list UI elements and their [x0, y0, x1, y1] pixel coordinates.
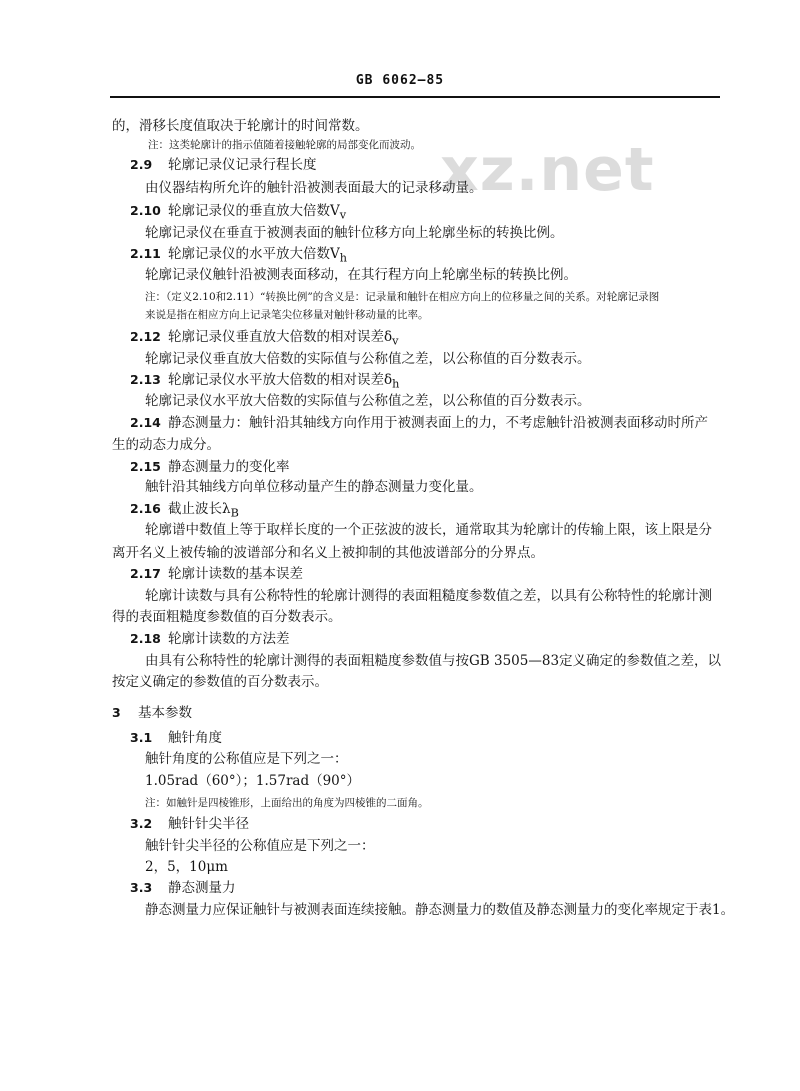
section-title: 静态测量力的变化率 [168, 459, 290, 475]
subscript: h [392, 377, 400, 391]
section-title: 轮廓记录仪垂直放大倍数的相对误差δ [168, 329, 393, 345]
section-number: 3 [112, 705, 121, 720]
section-title: 轮廓计读数的基本误差 [168, 566, 303, 582]
header-rule [110, 96, 720, 98]
section-number: 2.15 [130, 459, 161, 474]
section-number: 2.17 [130, 566, 161, 581]
section-3-2-values: 2，5，10μm [145, 859, 228, 875]
section-2-18-body: 由具有公称特性的轮廓计测得的表面粗糙度参数值与按GB 3505—83定义确定的参数值之差，以 [145, 653, 722, 669]
note: 注：如触针是四棱锥形，上面给出的角度为四棱锥的二面角。 [145, 797, 429, 809]
section-number: 2.12 [130, 329, 161, 344]
section-2-11-body: 轮廓记录仪触针沿被测表面移动，在其行程方向上轮廓坐标的转换比例。 [145, 267, 577, 283]
paragraph-line: 的，滑移长度值取决于轮廓计的时间常数。 [112, 118, 369, 134]
section-3-2-body: 触针针尖半径的公称值应是下列之一： [145, 838, 375, 854]
section-title: 轮廓记录仪的水平放大倍数V [168, 246, 340, 262]
section-number: 2.9 [130, 157, 153, 172]
section-number: 3.2 [130, 816, 153, 831]
subscript: v [392, 334, 399, 348]
note: 注：（定义2.10和2.11）“转换比例”的含义是：记录量和触针在相应方向上的位移量之间的关系。对轮廓记录图 [145, 291, 660, 303]
section-2-17-heading [130, 565, 303, 583]
subscript: B [230, 506, 239, 520]
section-2-12-heading [130, 328, 399, 351]
section-3-1-body: 触针角度的公称值应是下列之一： [145, 751, 348, 767]
section-number: 2.14 [130, 415, 161, 430]
section-title: 轮廓记录仪的垂直放大倍数V [168, 203, 340, 219]
section-title: 触针角度 [168, 730, 222, 746]
section-text: 静态测量力：触针沿其轴线方向作用于被测表面上的力，不考虑触针沿被测表面移动时所产 [168, 415, 708, 431]
section-2-17-body: 轮廓计读数与具有公称特性的轮廓计测得的表面粗糙度参数值之差，以具有公称特性的轮廓计测 [145, 588, 712, 604]
section-number: 2.13 [130, 372, 161, 387]
section-2-13-body: 轮廓记录仪水平放大倍数的实际值与公称值之差，以公称值的百分数表示。 [145, 393, 591, 409]
section-2-13-heading [130, 371, 399, 394]
section-3-2-heading [130, 815, 249, 833]
section-3-3-body: 静态测量力应保证触针与被测表面连续接触。静态测量力的数值及静态测量力的变化率规定于表1。 [145, 902, 735, 918]
section-2-10-heading [130, 202, 346, 225]
note-continuation: 来说是指在相应方向上记录笔尖位移量对触针移动量的比率。 [145, 309, 429, 321]
section-number: 3.1 [130, 730, 153, 745]
section-2-12-body: 轮廓记录仪垂直放大倍数的实际值与公称值之差，以公称值的百分数表示。 [145, 351, 591, 367]
section-2-9-heading [130, 156, 317, 174]
section-2-16-body: 轮廓谱中数值上等于取样长度的一个正弦波的波长，通常取其为轮廓计的传输上限，该上限是分 [145, 522, 712, 538]
subscript: v [339, 208, 347, 222]
section-title: 轮廓记录仪水平放大倍数的相对误差δ [168, 372, 393, 388]
section-number: 2.11 [130, 246, 161, 261]
section-3-heading [112, 704, 192, 722]
watermark: xz.net [440, 135, 655, 205]
section-2-18-heading [130, 630, 290, 648]
section-2-11-heading [130, 245, 347, 268]
section-title: 静态测量力 [168, 880, 236, 896]
section-title: 基本参数 [138, 705, 192, 721]
section-3-1-values: 1.05rad（60°）；1.57rad（90°） [145, 773, 361, 789]
section-3-3-heading [130, 879, 236, 897]
section-number: 2.18 [130, 631, 161, 646]
section-3-1-heading [130, 729, 222, 747]
section-title: 轮廓记录仪记录行程长度 [168, 157, 317, 173]
paragraph-continuation: 按定义确定的参数值的百分数表示。 [112, 674, 328, 690]
section-title: 触针针尖半径 [168, 816, 249, 832]
paragraph-continuation: 生的动态力成分。 [112, 437, 220, 453]
note: 注：这类轮廓计的指示值随着接触轮廓的局部变化而波动。 [148, 139, 421, 151]
section-number: 2.16 [130, 501, 161, 516]
section-2-16-heading [130, 500, 239, 523]
section-number: 3.3 [130, 880, 153, 895]
section-2-9-body: 由仪器结构所允许的触针沿被测表面最大的记录移动量。 [145, 180, 483, 196]
section-2-15-heading [130, 458, 290, 476]
section-title: 轮廓计读数的方法差 [168, 631, 290, 647]
section-title: 截止波长λ [168, 501, 231, 517]
section-2-15-body: 触针沿其轴线方向单位移动量产生的静态测量力变化量。 [145, 479, 483, 495]
section-number: 2.10 [130, 203, 161, 218]
subscript: h [339, 251, 347, 265]
paragraph-continuation: 离开名义上被传输的波谱部分和名义上被抑制的其他波谱部分的分界点。 [112, 545, 544, 561]
paragraph-continuation: 得的表面粗糙度参数值的百分数表示。 [112, 609, 342, 625]
standard-code-header: GB 6062—85 [355, 73, 445, 88]
section-2-14-paragraph [130, 414, 708, 432]
section-2-10-body: 轮廓记录仪在垂直于被测表面的触针位移方向上轮廓坐标的转换比例。 [145, 225, 564, 241]
